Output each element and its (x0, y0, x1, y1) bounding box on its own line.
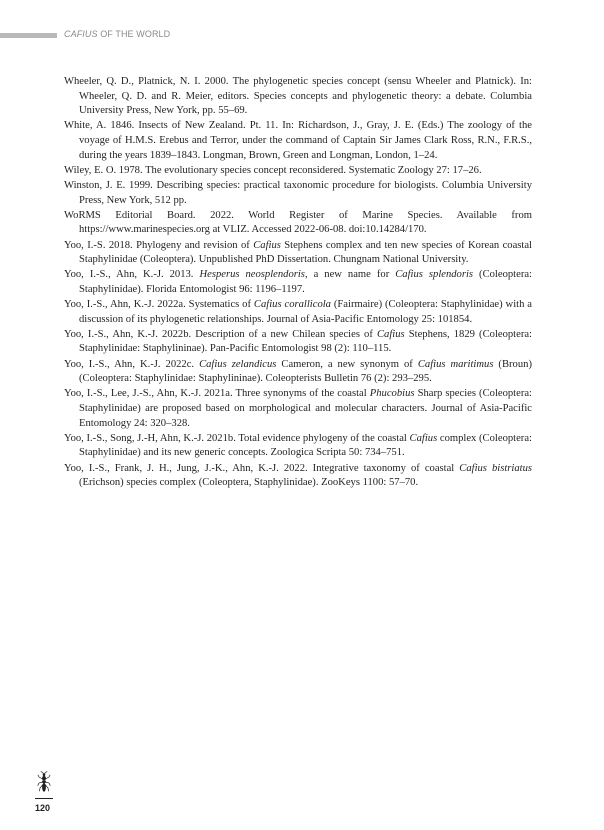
reference-taxon: Cafius (376, 328, 405, 340)
reference-text: (Broun) (Coleoptera: Staphylinidae: Staphylininae). Coleopterists Bulletin 76 (2): 293–295. (79, 358, 532, 385)
reference-text: Yoo, I.-S., Ahn, K.-J. 2022b. Description of a new Chilean species of (64, 328, 377, 340)
reference-text: Yoo, I.-S., Frank, J. H., Jung, J.-K., Ahn, K.-J. 2022. Integrative taxonomy of coastal (64, 462, 460, 474)
reference-taxon: Cafius bistriatus (459, 462, 532, 474)
reference-entry (64, 328, 532, 357)
page-number: 120 (35, 803, 51, 813)
reference-list (64, 75, 532, 491)
reference-entry (64, 164, 532, 179)
reference-text: Sharp species (Coleoptera: Staphylinidae) are proposed based on morphological and molecular characters. Journal of Asia-Pacific Entomology 24: 320–328. (79, 388, 533, 429)
reference-text: WoRMS Editorial Board. 2022. World Register of Marine Species. Available from https://www.marinespecies.org at VLIZ. Accessed 2022-06-08. doi:10.14284/170. (64, 209, 532, 236)
reference-text: (Fairmaire) (Coleoptera: Staphylinidae) with a discussion of its phylogenetic relationships. Journal of Asia-Pacific Entomology 25: 101854. (79, 299, 532, 325)
reference-entry (64, 179, 532, 208)
reference-entry (64, 298, 532, 327)
reference-entry (64, 387, 532, 431)
running-header-genus: CAFIUS (64, 29, 98, 39)
reference-text: Yoo, I.-S., Song, J.-H, Ahn, K.-J. 2021b. Total evidence phylogeny of the coastal (64, 432, 410, 444)
reference-entry (64, 239, 532, 268)
reference-text: Yoo, I.-S., Ahn, K.-J. 2022c. (64, 358, 200, 370)
reference-text: Stephens complex and ten new species of Korean coastal Staphylinidae (Coleoptera). Unpublished PhD Dissertation. Chungnam National University. (79, 239, 532, 266)
reference-entry (64, 462, 532, 491)
reference-entry (64, 119, 532, 163)
reference-text: Yoo, I.-S. 2018. Phylogeny and revision of (64, 239, 254, 251)
reference-text: , a new name for (304, 269, 396, 281)
reference-taxon: Cafius corallicola (253, 299, 331, 311)
reference-text: Stephens, 1829 (Coleoptera: Staphylinidae: Staphylininae). Pan-Pacific Entomologist 98 (2): 110–115. (79, 328, 533, 355)
reference-text: Yoo, I.-S., Lee, J.-S., Ahn, K.-J. 2021a. Three synonyms of the coastal (64, 388, 370, 400)
reference-text: Yoo, I.-S., Ahn, K.-J. 2022a. Systematics of (64, 299, 254, 311)
reference-text: Yoo, I.-S., Ahn, K.-J. 2013. (64, 269, 200, 281)
reference-text: (Erichson) species complex (Coleoptera, Staphylinidae). ZooKeys 1100: 57–70. (79, 477, 419, 489)
reference-entry (64, 358, 532, 387)
reference-taxon: Cafius zelandicus (199, 358, 277, 370)
reference-text: White, A. 1846. Insects of New Zealand. Pt. 11. In: Richardson, J., Gray, J. E. (Eds.) The zoology of the voyage of H.M.S. Erebus and Terror, under the command of Captain Sir James Clark Ross, R.N., F.R.S., during the years 1839–1843. Longman, Brown, Green and Longman, London, 1–24. (64, 120, 532, 161)
reference-taxon: Phucobius (369, 388, 415, 400)
reference-taxon: Cafius splendoris (395, 269, 474, 281)
running-header (64, 29, 170, 39)
reference-entry (64, 75, 532, 119)
reference-text: Winston, J. E. 1999. Describing species: practical taxonomic procedure for biologists. Columbia University Press, New York, 512 pp. (64, 179, 532, 206)
reference-text: (Coleoptera: Staphylinidae). Florida Entomologist 96: 1196–1197. (79, 269, 532, 295)
reference-text: Wheeler, Q. D., Platnick, N. I. 2000. The phylogenetic species concept (sensu Wheeler and Platnick). In: Wheeler, Q. D. and R. Meier, editors. Species concepts and phylogenetic theory: a debate. Columbia University Press, New York, pp. 55–69. (64, 76, 532, 117)
reference-entry (64, 209, 532, 238)
running-header-rest: OF THE WORLD (97, 29, 171, 39)
reference-entry (64, 268, 532, 297)
reference-taxon: Hesperus neosplendoris (199, 269, 305, 281)
reference-taxon: Cafius maritimus (417, 358, 494, 370)
header-bar (0, 33, 57, 38)
footer-rule (35, 798, 53, 799)
reference-taxon: Cafius (253, 239, 281, 251)
reference-text: complex (Coleoptera: Staphylinidae) and its new generic concepts. Zoologica Scripta 50: 734–751. (79, 432, 532, 459)
beetle-icon (37, 771, 51, 793)
reference-taxon: Cafius (409, 432, 438, 444)
reference-text: Cameron, a new synonym of (276, 358, 418, 370)
reference-text: Wiley, E. O. 1978. The evolutionary species concept reconsidered. Systematic Zoology 27: 17–26. (64, 164, 482, 176)
reference-entry (64, 432, 532, 461)
